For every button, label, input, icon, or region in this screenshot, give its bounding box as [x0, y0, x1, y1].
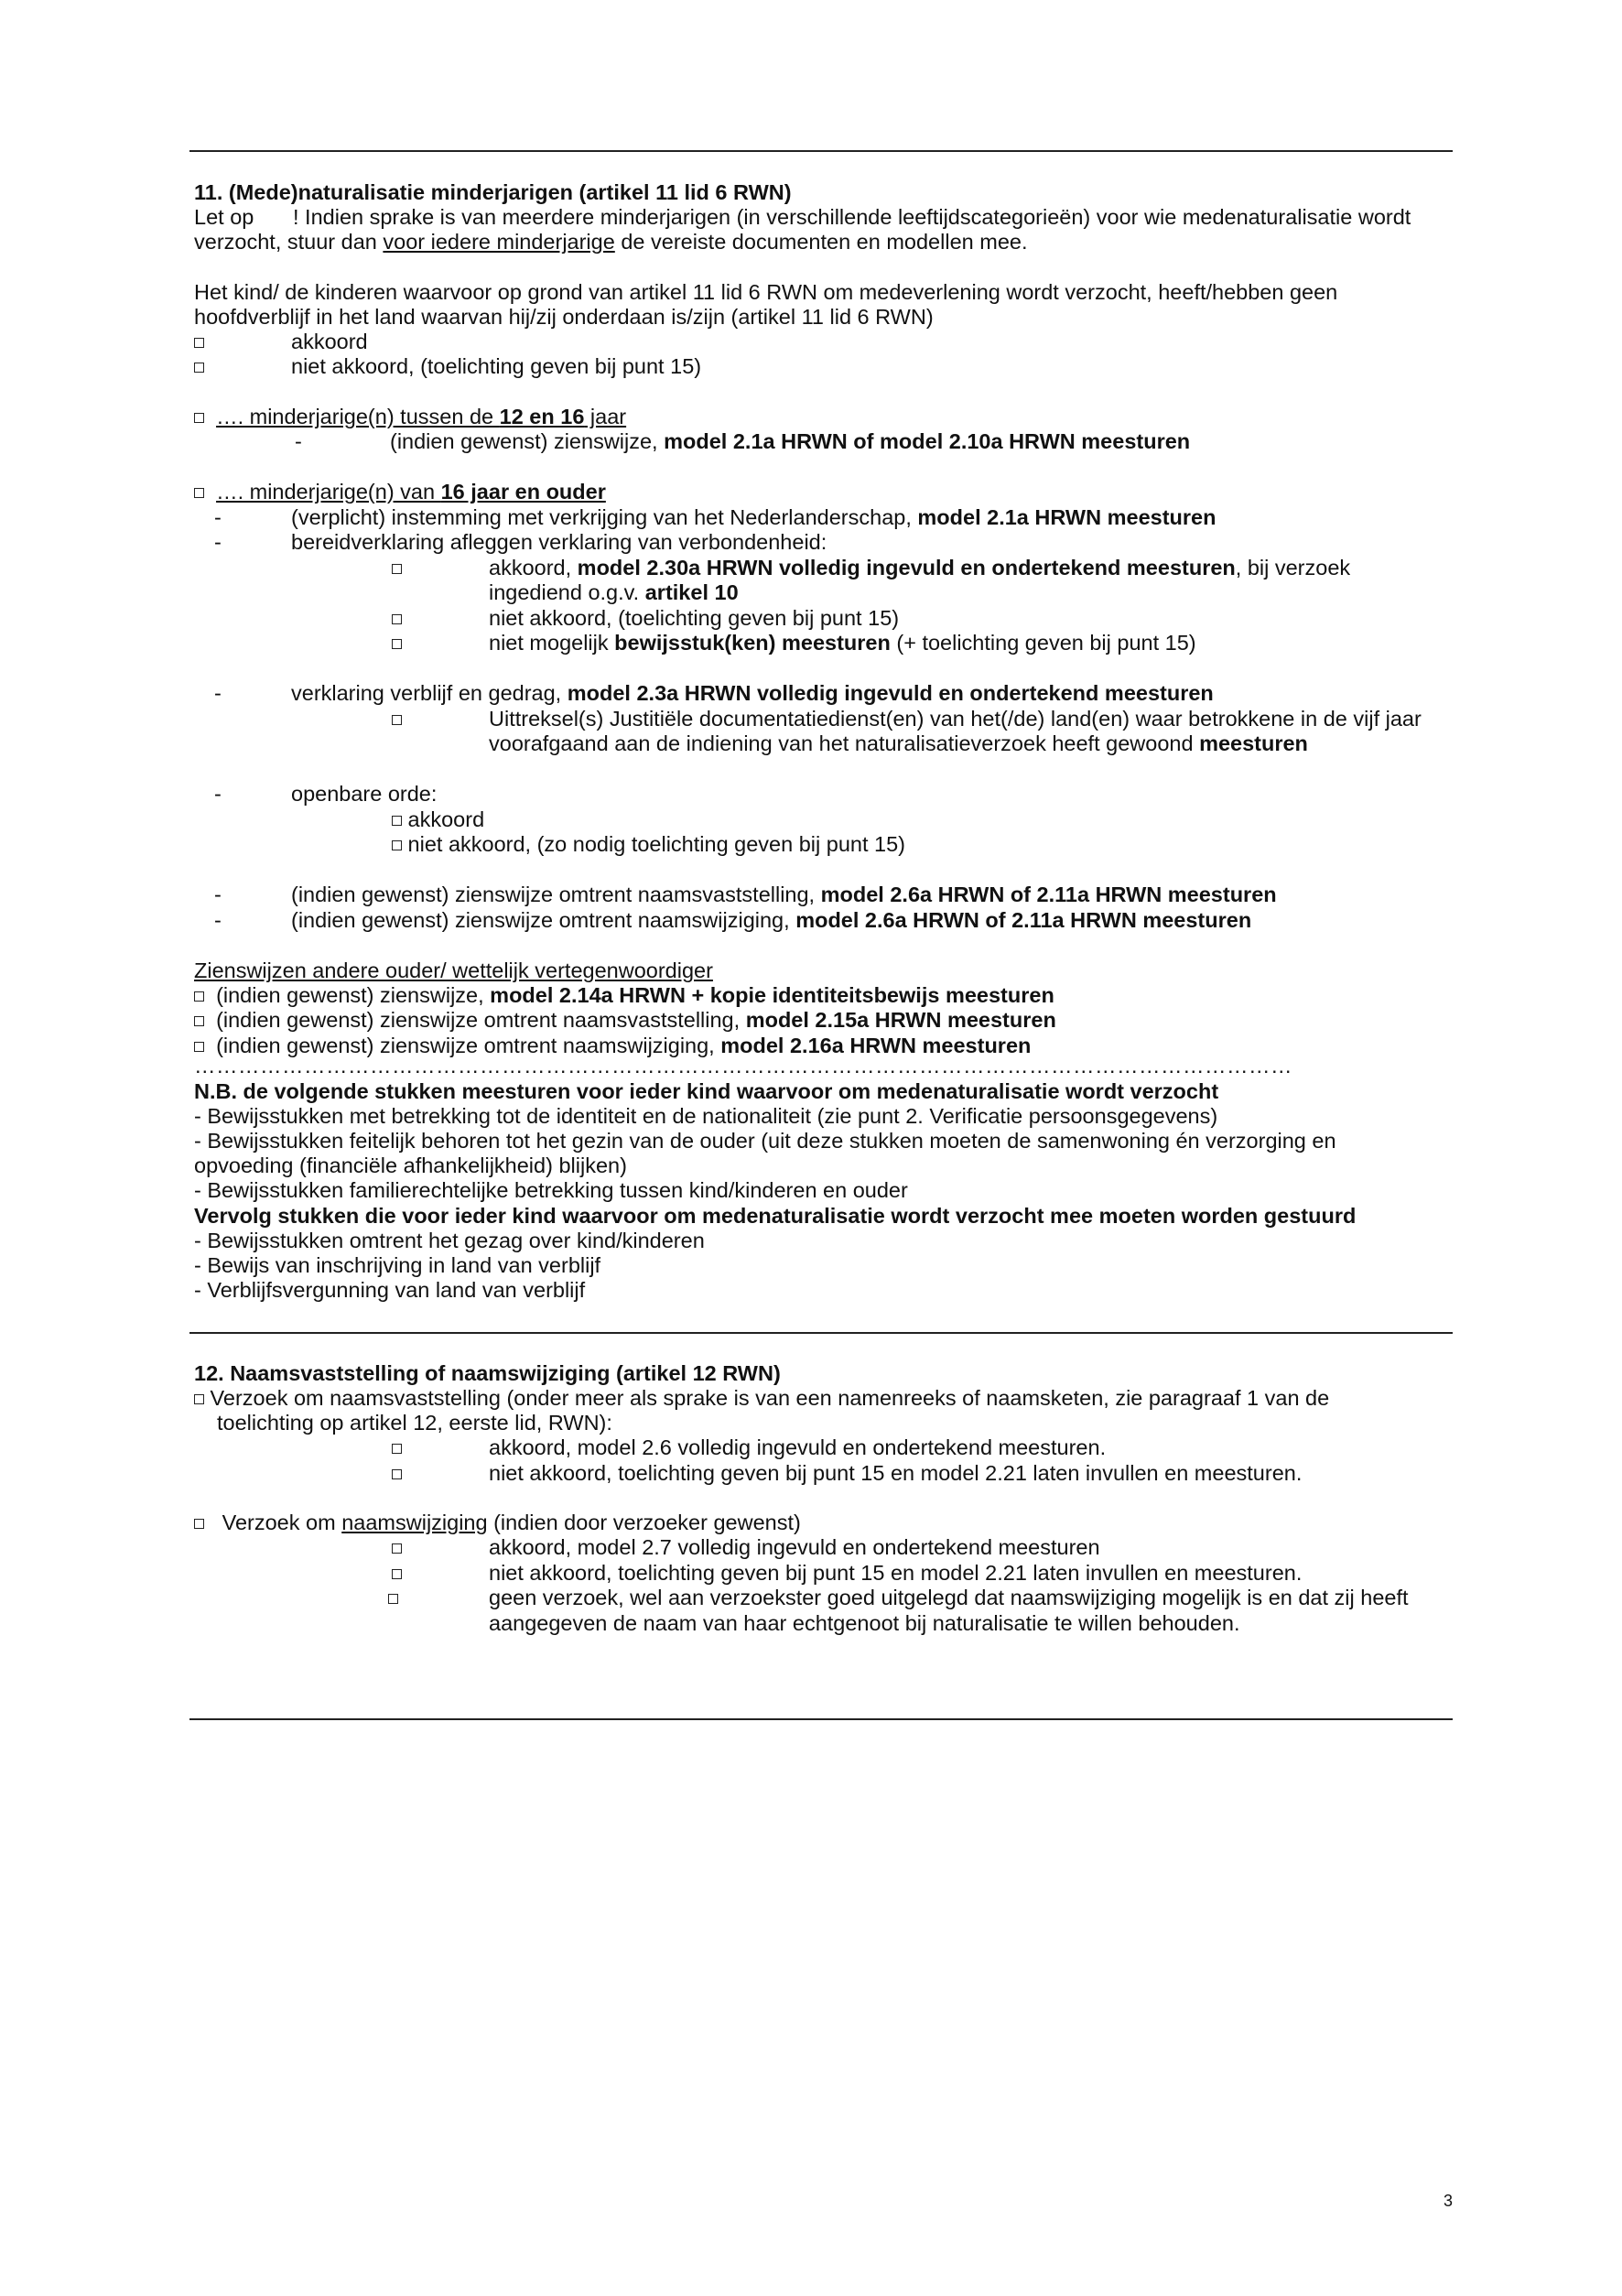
para-line-1: Het kind/ de kinderen waarvoor op grond van artikel 11 lid 6 RWN om medeverlening wordt verzocht, heeft/hebben geen	[194, 280, 1338, 304]
naamswijziging-item: (indien gewenst) zienswijze omtrent naamswijziging, model 2.6a HRWN of 2.11a HRWN meesturen	[291, 908, 1252, 932]
checkbox-icon[interactable]	[392, 1569, 402, 1579]
checkbox-icon[interactable]	[194, 1016, 204, 1026]
checkbox-icon[interactable]	[194, 1394, 204, 1404]
naamsvaststelling-option[interactable]: Verzoek om naamsvaststelling (onder meer als sprake is van een namenreeks of naamsketen, zie paragraaf 1 van de	[194, 1385, 1329, 1411]
checkbox-icon[interactable]	[194, 488, 204, 498]
nb-title: N.B. de volgende stukken meesturen voor ieder kind waarvoor om medenaturalisatie wordt verzocht	[194, 1079, 1219, 1103]
dash-bullet: -	[214, 530, 222, 554]
checkbox-icon[interactable]	[392, 639, 402, 649]
age-12-16-item: (indien gewenst) zienswijze, model 2.1a HRWN of model 2.10a HRWN meesturen	[390, 429, 1191, 453]
dash-bullet: -	[214, 782, 222, 806]
vervolg-line-1: - Bewijsstukken omtrent het gezag over kind/kinderen	[194, 1229, 705, 1252]
nb-line-2: - Bewijsstukken feitelijk behoren tot het gezin van de ouder (uit deze stukken moeten de samenwoning én verzorging en	[194, 1129, 1336, 1153]
checkbox-icon[interactable]	[194, 1042, 204, 1052]
vervolg-line-2: - Bewijs van inschrijving in land van verblijf	[194, 1253, 601, 1277]
nb-line-1: - Bewijsstukken met betrekking tot de identiteit en de nationaliteit (zie punt 2. Verificatie persoonsgegevens)	[194, 1104, 1218, 1128]
bereidverklaring-item: bereidverklaring afleggen verklaring van verbondenheid:	[291, 530, 827, 554]
section-12-title: 12. Naamsvaststelling of naamswijziging (artikel 12 RWN)	[194, 1361, 781, 1385]
age-16-plus-label: …. minderjarige(n) van 16 jaar en ouder	[216, 480, 606, 504]
vast-akkoord-label: akkoord, model 2.6 volledig ingevuld en ondertekend meesturen.	[489, 1435, 1107, 1459]
checkbox-niet-akkoord[interactable]	[194, 353, 204, 379]
checkbox-icon[interactable]	[194, 991, 204, 1002]
vervolg-line-3: - Verblijfsvergunning van land van verblijf	[194, 1278, 586, 1302]
uittreksel-label: Uittreksel(s) Justitiële documentatiedienst(en) van het(/de) land(en) waar betrokkene in de vijf jaar	[489, 707, 1422, 731]
checkbox-icon[interactable]	[388, 1594, 398, 1604]
checkbox-icon[interactable]	[194, 413, 204, 423]
checkbox-wijz-geen[interactable]	[388, 1585, 398, 1610]
checkbox-icon[interactable]	[392, 1444, 402, 1454]
checkbox-icon[interactable]	[392, 840, 402, 850]
vervolg-title: Vervolg stukken die voor ieder kind waarvoor om medenaturalisatie wordt verzocht mee moeten worden gestuurd	[194, 1204, 1357, 1228]
instemming-item: (verplicht) instemming met verkrijging van het Nederlanderschap, model 2.1a HRWN meesturen	[291, 505, 1216, 529]
checkbox-uittreksel[interactable]	[392, 706, 402, 731]
section-rule	[189, 1332, 1453, 1334]
wijz-geen-label-2: aangegeven de naam van haar echtgenoot bij naturalisatie te willen behouden.	[489, 1611, 1240, 1635]
naamsvaststelling-line-2: toelichting op artikel 12, eerste lid, RWN):	[217, 1411, 612, 1435]
intro-line-2: verzocht, stuur dan voor iedere minderjarige de vereiste documenten en modellen mee.	[194, 230, 1028, 254]
section-11-title: 11. (Mede)naturalisatie minderjarigen (artikel 11 lid 6 RWN)	[194, 180, 792, 204]
dash-bullet: -	[214, 883, 222, 906]
checkbox-icon[interactable]	[392, 1469, 402, 1479]
naamswijziging-option[interactable]: Verzoek om naamswijziging (indien door verzoeker gewenst)	[194, 1510, 801, 1535]
wijz-geen-label: geen verzoek, wel aan verzoekster goed uitgelegd dat naamswijziging mogelijk is en dat zij heeft	[489, 1586, 1409, 1609]
checkbox-vast-niet[interactable]	[392, 1460, 402, 1486]
akkoord-label: akkoord	[291, 330, 368, 353]
niet-akkoord-label: niet akkoord, (toelichting geven bij punt 15)	[291, 354, 702, 378]
dash-bullet: -	[214, 908, 222, 932]
checkbox-icon[interactable]	[392, 564, 402, 574]
openbare-akkoord-option[interactable]: akkoord	[392, 807, 484, 832]
checkbox-vast-akkoord[interactable]	[392, 1435, 402, 1460]
openbare-orde-item: openbare orde:	[291, 782, 438, 806]
nb-line-3: opvoeding (financiële afhankelijkheid) blijken)	[194, 1153, 627, 1177]
checkbox-icon[interactable]	[194, 338, 204, 348]
age-12-16-label: …. minderjarige(n) tussen de 12 en 16 jaar	[216, 405, 627, 428]
para-line-2: hoofdverblijf in het land waarvan hij/zij onderdaan is/zijn (artikel 11 lid 6 RWN)	[194, 305, 934, 329]
checkbox-icon[interactable]	[392, 715, 402, 725]
checkbox-wijz-niet[interactable]	[392, 1560, 402, 1586]
checkbox-icon[interactable]	[392, 614, 402, 624]
checkbox-bereid-niet[interactable]	[392, 605, 402, 631]
naamsvaststelling-item: (indien gewenst) zienswijze omtrent naamsvaststelling, model 2.6a HRWN of 2.11a HRWN meesturen	[291, 883, 1277, 906]
checkbox-icon[interactable]	[194, 363, 204, 373]
wijz-akkoord-label: akkoord, model 2.7 volledig ingevuld en ondertekend meesturen	[489, 1535, 1100, 1559]
dash-bullet: -	[214, 681, 222, 705]
checkbox-bereid-mogelijk[interactable]	[392, 630, 402, 655]
intro-line-1: ! Indien sprake is van meerdere minderjarigen (in verschillende leeftijdscategorieën) voor wie medenaturalisatie wordt	[293, 205, 1411, 229]
bereid-akkoord-label-2: ingediend o.g.v. artikel 10	[489, 580, 739, 604]
checkbox-icon[interactable]	[392, 816, 402, 826]
page-number: 3	[1443, 2192, 1453, 2210]
checkbox-bereid-akkoord[interactable]	[392, 555, 402, 580]
bereid-akkoord-label: akkoord, model 2.30a HRWN volledig ingevuld en ondertekend meesturen, bij verzoek	[489, 556, 1351, 579]
zienswijze-option-2[interactable]: (indien gewenst) zienswijze omtrent naamsvaststelling, model 2.15a HRWN meesturen	[194, 1007, 1056, 1033]
vog-item: verklaring verblijf en gedrag, model 2.3a HRWN volledig ingevuld en ondertekend meesturen	[291, 681, 1214, 705]
vast-niet-label: niet akkoord, toelichting geven bij punt 15 en model 2.21 laten invullen en meesturen.	[489, 1461, 1303, 1485]
dash-bullet: -	[214, 505, 222, 529]
wijz-niet-label: niet akkoord, toelichting geven bij punt 15 en model 2.21 laten invullen en meesturen.	[489, 1561, 1303, 1585]
checkbox-icon[interactable]	[392, 1543, 402, 1554]
dash-bullet: -	[295, 429, 302, 453]
openbare-niet-option[interactable]: niet akkoord, (zo nodig toelichting geven bij punt 15)	[392, 831, 905, 857]
age-12-16-option[interactable]	[194, 404, 626, 429]
zienswijze-option-1[interactable]: (indien gewenst) zienswijze, model 2.14a HRWN + kopie identiteitsbewijs meesturen	[194, 982, 1054, 1008]
uittreksel-label-2: voorafgaand aan de indiening van het naturalisatieverzoek heeft gewoond meesturen	[489, 731, 1308, 755]
age-16-plus-option[interactable]	[194, 479, 606, 504]
dotted-separator: ……………………………………………………………………………………………………………………………………	[194, 1054, 1292, 1078]
zienswijzen-title: Zienswijzen andere ouder/ wettelijk vertegenwoordiger	[194, 958, 713, 982]
top-rule	[189, 150, 1453, 152]
zienswijze-option-3[interactable]: (indien gewenst) zienswijze omtrent naamswijziging, model 2.16a HRWN meesturen	[194, 1033, 1031, 1058]
checkbox-akkoord[interactable]	[194, 329, 204, 354]
checkbox-icon[interactable]	[194, 1519, 204, 1529]
let-op-label: Let op	[194, 205, 254, 229]
nb-line-4: - Bewijsstukken familierechtelijke betrekking tussen kind/kinderen en ouder	[194, 1178, 908, 1202]
bereid-mogelijk-label: niet mogelijk bewijsstuk(ken) meesturen (+ toelichting geven bij punt 15)	[489, 631, 1196, 655]
bereid-niet-label: niet akkoord, (toelichting geven bij punt 15)	[489, 606, 900, 630]
checkbox-wijz-akkoord[interactable]	[392, 1534, 402, 1560]
bottom-rule	[189, 1718, 1453, 1720]
